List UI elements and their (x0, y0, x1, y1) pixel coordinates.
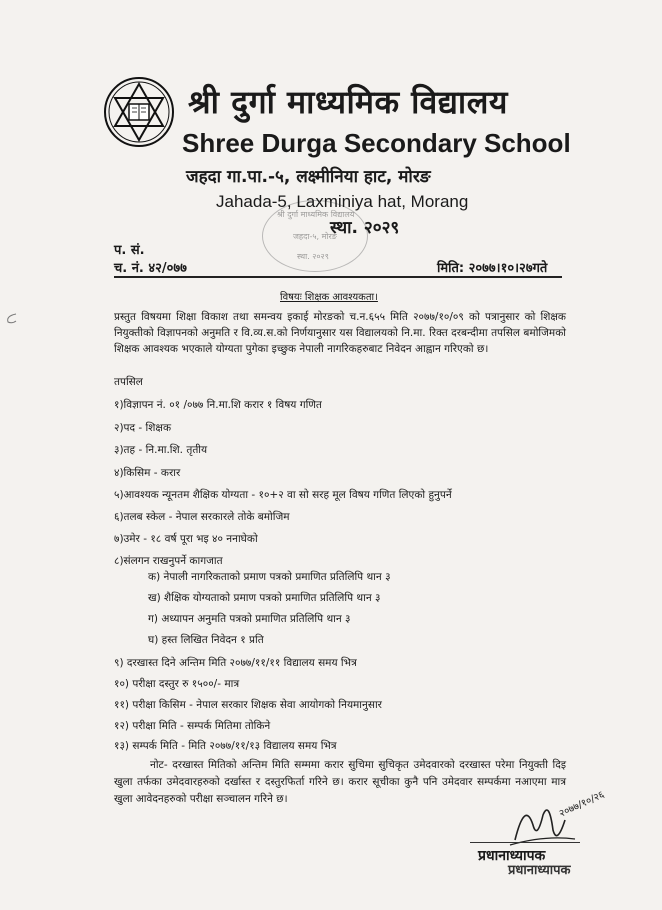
address-english: Jahada-5, Laxminiya hat, Morang (216, 192, 469, 211)
list-item: १०) परीक्षा दस्तुर रु १५००/- मात्र (114, 678, 240, 690)
chalani-number: च. नं. ४२/०७७ (114, 261, 187, 276)
school-name-english: Shree Durga Secondary School (182, 128, 571, 158)
tapasil-heading: तपसिल (114, 376, 143, 388)
document-item: ख) शैक्षिक योग्यताको प्रमाण पत्रको प्रमाणित प्रतिलिपि थान ३ (148, 592, 381, 604)
list-item: ११) परीक्षा किसिम - नेपाल सरकार शिक्षक सेवा आयोगको नियमानुसार (114, 699, 382, 711)
header-divider (114, 276, 562, 278)
list-item: ६)तलब स्केल - नेपाल सरकारले तोके बमोजिम (114, 511, 290, 523)
list-item: २)पद - शिक्षक (114, 422, 172, 434)
list-item: ७)उमेर - १८ वर्ष पूरा भइ ४० ननाघेको (114, 533, 258, 545)
note-paragraph: नोट- दरखास्त मितिको अन्तिम मिति सम्ममा करार सुचिमा सुचिकृत उमेदवारको दरखास्त परेमा नियुक्ती दिइ खुला तर्फका उमेदवारहरुको दर्खास्त र दस्तुरफिर्ता गरिने छ। करार सूचीका कुनै पनि उमेदवार सम्पर्कमा नआएमा मात्र खुला आवेदनहरुको परीक्षा सञ्चालन गरिने छ। (114, 759, 566, 805)
document-item: क) नेपाली नागरिकताको प्रमाण पत्रको प्रमाणित प्रतिलिपि थान ३ (148, 571, 391, 583)
list-item: १)विज्ञापन नं. ०१ /०७७ नि.मा.शि करार १ विषय गणित (114, 399, 322, 411)
school-name-nepali: श्री दुर्गा माध्यमिक विद्यालय (188, 83, 508, 121)
list-item: ३)तह - नि.मा.शि. तृतीय (114, 444, 208, 456)
list-item: १२) परीक्षा मिति - सम्पर्क मितिमा तोकिने (114, 720, 271, 732)
intro-paragraph: प्रस्तुत विषयमा शिक्षा विकाश तथा समन्वय इकाई मोरङको च.न.६५५ मिति २०७७/१०/०९ को पत्रानुसार को शिक्षक नियुक्तीको विज्ञापनको अनुमति र वि.व्य.स.को निर्णयानुसार यस विद्यालयको नि.मा. रिक्त दरबन्दीमा तपसिल बमोजिमको शिक्षक आवश्यक भएकाले योग्यता पुगेका इच्छुक नेपाली नागरिकहरुबाट निवेदन आह्वान गरिएको छ। (114, 311, 566, 355)
stamp-text-bottom: स्था. २०२९ (297, 252, 329, 261)
list-item: १३) सम्पर्क मिति - मिति २०७७/११/१३ विद्यालय समय भित्र (114, 740, 337, 752)
list-item: ५)आवश्यक न्यूनतम शैक्षिक योग्यता - १०+२ वा सो सरह मूल विषय गणित लिएको हुनुपर्ने (114, 489, 452, 501)
document-item: ग) अध्यापन अनुमति पत्रको प्रमाणित प्रतिलिपि थान ३ (148, 613, 351, 625)
address-nepali: जहदा गा.पा.-५, लक्ष्मीनिया हाट, मोरङ (186, 167, 431, 187)
established-year: स्था. २०२९ (330, 218, 400, 238)
signature-date: २०७७/१०/२६ (557, 789, 607, 820)
list-item: ९) दरखास्त दिने अन्तिम मिति २०७७/११/११ विद्यालय समय भित्र (114, 657, 357, 669)
list-item: ८)संलगन राखनुपर्ने कागजात (114, 555, 223, 567)
signatory-stamp: प्रधानाध्यापक (508, 863, 571, 878)
school-emblem-icon (103, 76, 175, 148)
signature-line (470, 842, 580, 843)
letter-date: मिति: २०७७।१०।२७गते (437, 261, 548, 276)
signatory-title: प्रधानाध्यापक (478, 848, 546, 864)
list-item: ४)किसिम - करार (114, 467, 181, 479)
subject-line: विषयः शिक्षक आवश्यकता। (280, 292, 378, 303)
document-item: घ) हस्त लिखित निवेदन १ प्रति (148, 634, 264, 646)
stamp-text-mid: जहदा-५, मोरङ (293, 232, 337, 241)
stamp-text-top: श्री दुर्गा माध्यमिक विद्यालय (277, 210, 355, 219)
scan-mark-icon (4, 312, 18, 324)
patra-sankhya: प. सं. (114, 243, 145, 258)
